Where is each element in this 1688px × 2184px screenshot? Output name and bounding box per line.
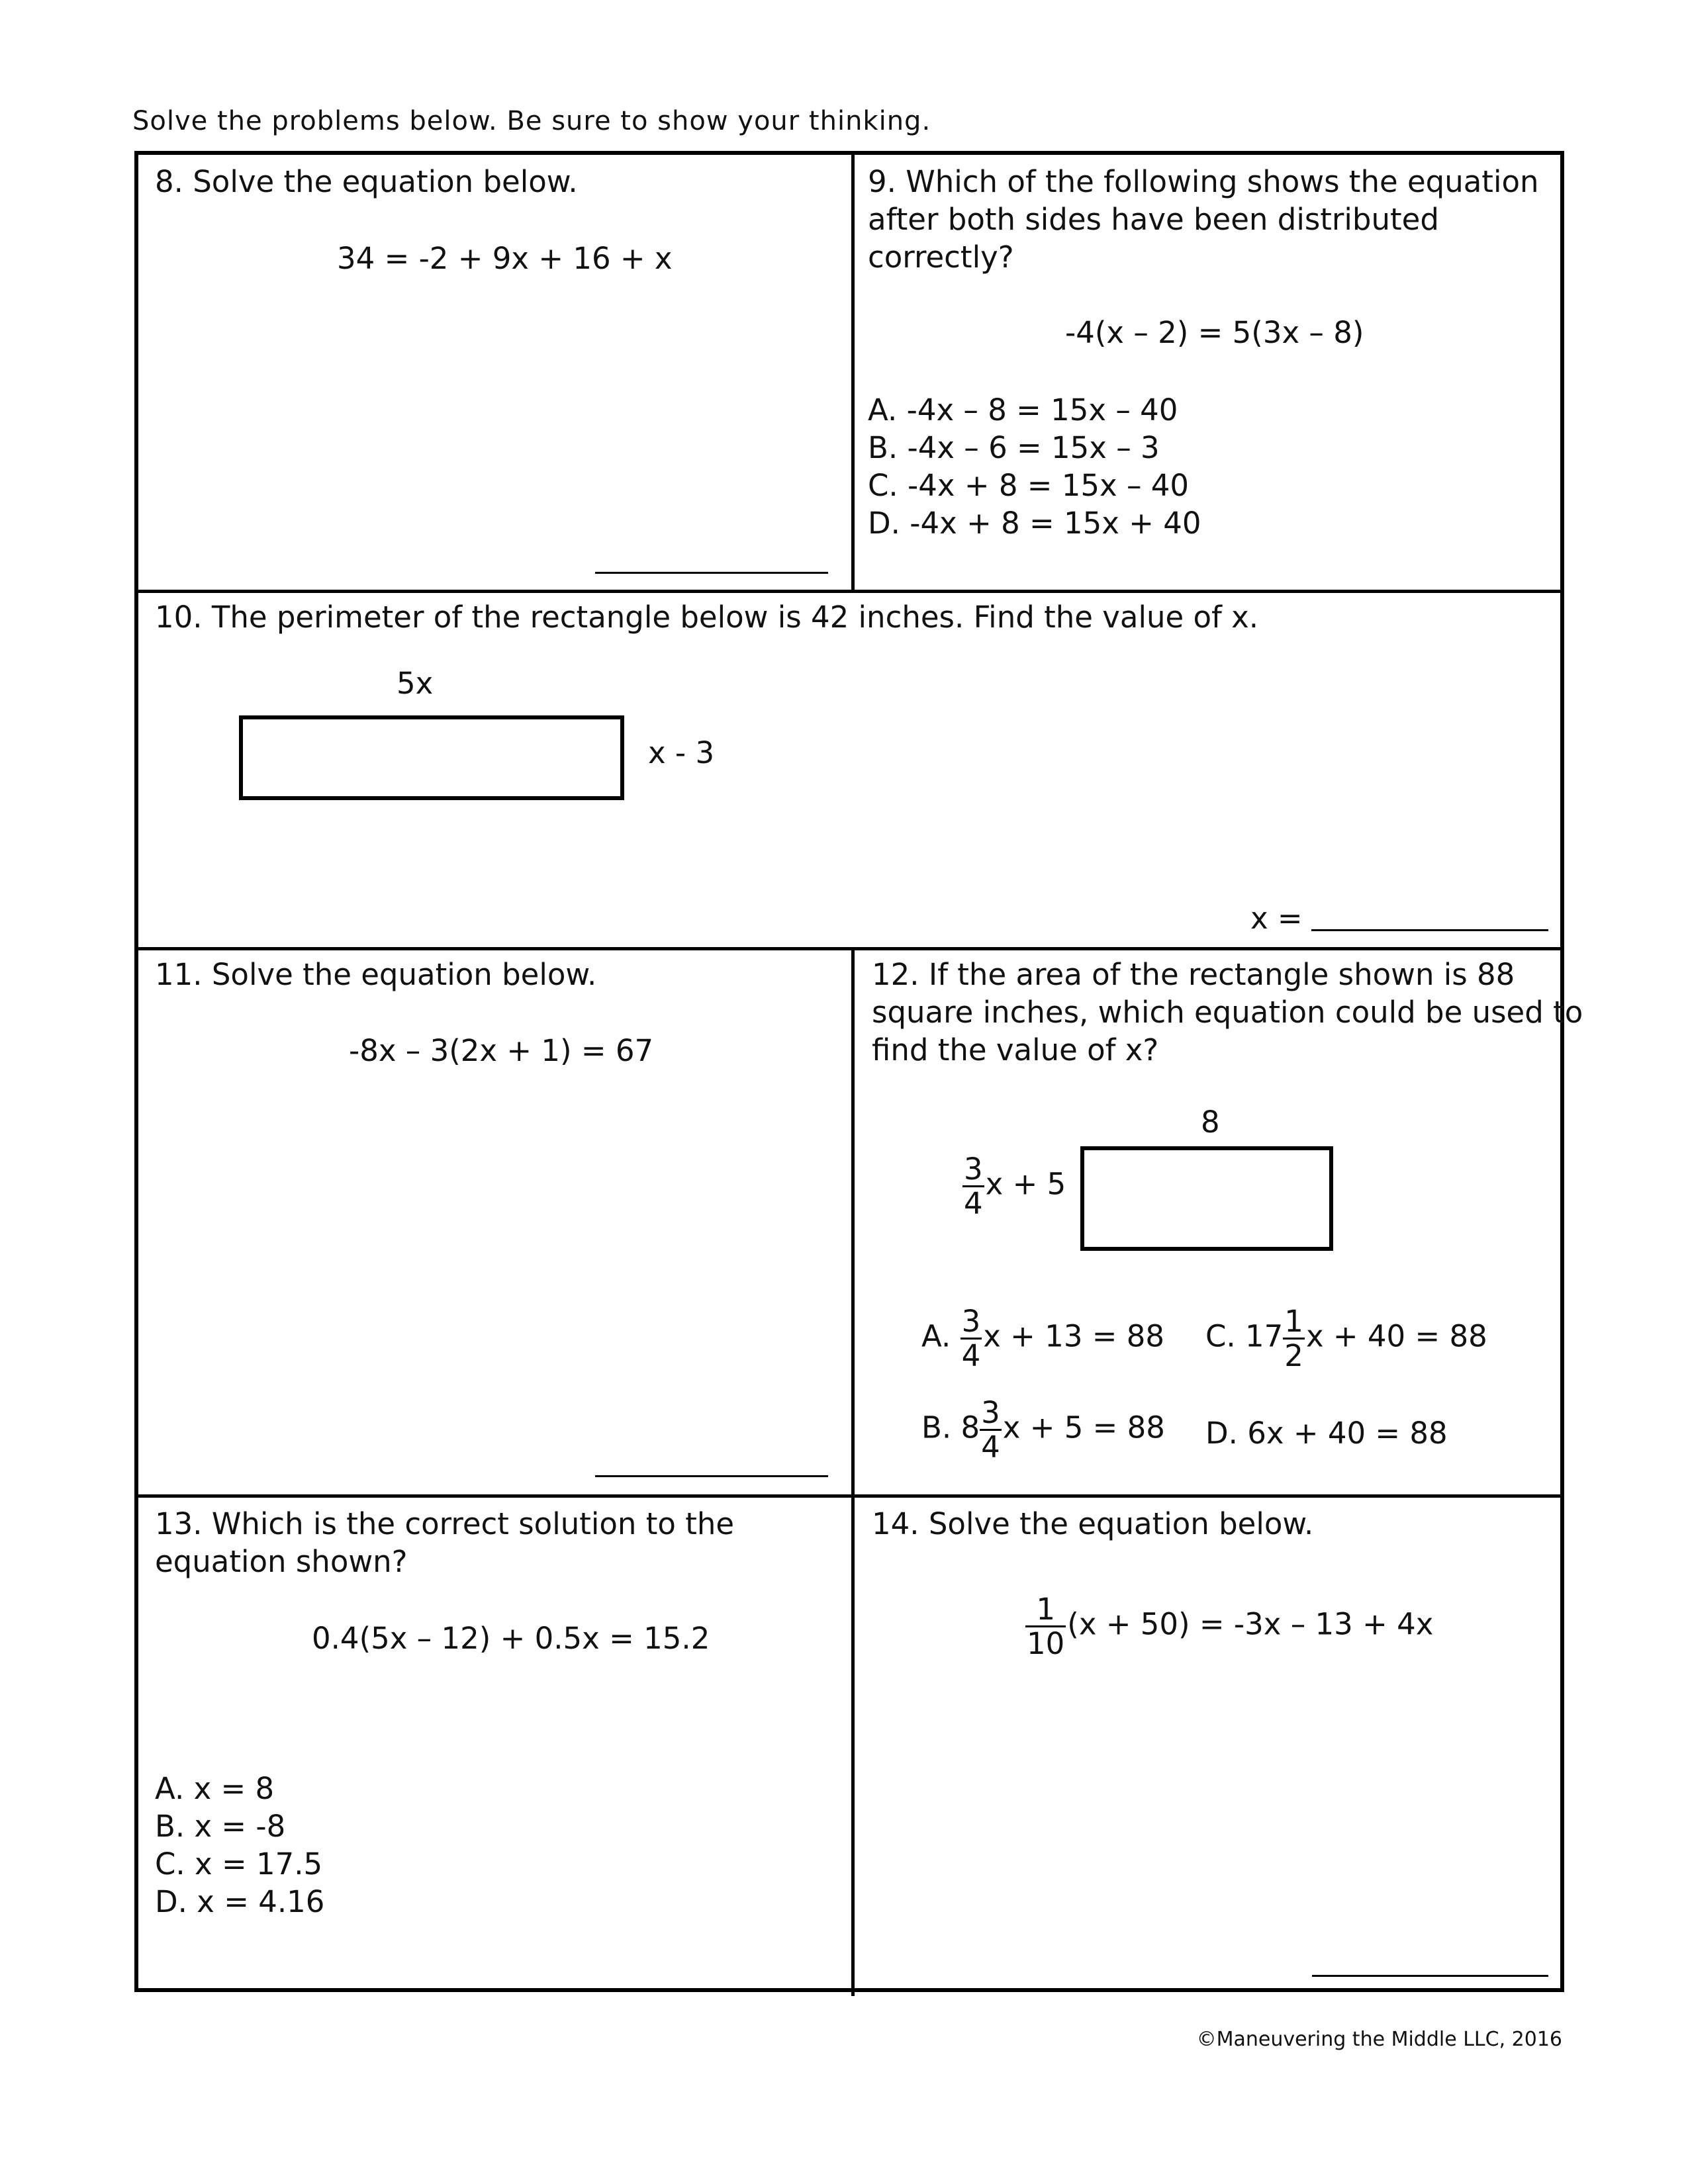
problem-grid xyxy=(134,151,1583,1992)
q13-choice-d[interactable]: D. x = 4.16 xyxy=(155,1884,325,1919)
divider-row1 xyxy=(851,155,855,590)
q14-answer-line[interactable] xyxy=(1312,1975,1548,1977)
divider-row3 xyxy=(851,947,855,1996)
q12-choice-b[interactable]: B. 8 $\frac{3}{4}$ x + 5 = 88 xyxy=(921,1395,1165,1465)
copyright-footer: ©Maneuvering the Middle LLC, 2016 xyxy=(1196,2028,1562,2051)
q9-choice-d[interactable]: D. -4x + 8 = 15x + 40 xyxy=(868,506,1201,541)
q10-answer-line[interactable] xyxy=(1311,929,1548,931)
q13-equation: 0.4(5x – 12) + 0.5x = 15.2 xyxy=(312,1621,710,1656)
q12-prompt-line2: square inches, which equation could be used to xyxy=(872,995,1583,1030)
q9-choice-a[interactable]: A. -4x – 8 = 15x – 40 xyxy=(868,392,1178,428)
q10-answer-label: x = xyxy=(1250,901,1303,936)
q13-prompt-line1: 13. Which is the correct solution to the xyxy=(155,1506,735,1541)
divider-h2 xyxy=(138,947,1560,950)
q12-choice-d[interactable]: D. 6x + 40 = 88 xyxy=(1205,1416,1448,1451)
q12-prompt-line1: 12. If the area of the rectangle shown is 88 xyxy=(872,957,1515,992)
q10-top-label: 5x xyxy=(397,666,434,701)
instructions: Solve the problems below. Be sure to show your thinking. xyxy=(132,106,931,136)
q9-choice-b[interactable]: B. -4x – 6 = 15x – 3 xyxy=(868,430,1160,465)
q12-top-label: 8 xyxy=(1201,1105,1220,1140)
q12-side-label: $\frac{3}{4}$ x + 5 xyxy=(964,1152,1066,1221)
q12-side-fraction: $\frac{3}{4}$ xyxy=(964,1152,983,1221)
q8-answer-line[interactable] xyxy=(595,572,828,574)
q13-prompt-line2: equation shown? xyxy=(155,1544,408,1579)
q12-prompt-line3: find the value of x? xyxy=(872,1032,1159,1068)
q9-prompt-line2: after both sides have been distributed xyxy=(868,202,1439,237)
q14-fraction: $\frac{1}{10}$ xyxy=(1027,1592,1065,1661)
q11-prompt: 11. Solve the equation below. xyxy=(155,957,597,992)
q14-prompt: 14. Solve the equation below. xyxy=(872,1506,1314,1541)
q10-prompt: 10. The perimeter of the rectangle below is 42 inches. Find the value of x. xyxy=(155,600,1259,635)
q10-side-label: x - 3 xyxy=(648,735,715,770)
q14-equation: $\frac{1}{10}$ (x + 50) = -3x – 13 + 4x xyxy=(1027,1592,1434,1661)
divider-h1 xyxy=(138,590,1560,593)
q11-answer-line[interactable] xyxy=(595,1475,828,1477)
q12-choice-c[interactable]: C. 17 $\frac{1}{2}$ x + 40 = 88 xyxy=(1205,1304,1487,1373)
q8-prompt: 8. Solve the equation below. xyxy=(155,164,578,199)
q12-rectangle xyxy=(1080,1146,1333,1251)
q9-prompt-line1: 9. Which of the following shows the equation xyxy=(868,164,1539,199)
q13-choice-a[interactable]: A. x = 8 xyxy=(155,1771,275,1806)
q13-choice-c[interactable]: C. x = 17.5 xyxy=(155,1846,323,1882)
q9-equation: -4(x – 2) = 5(3x – 8) xyxy=(1065,315,1364,350)
q9-prompt-line3: correctly? xyxy=(868,240,1014,275)
q8-equation: 34 = -2 + 9x + 16 + x xyxy=(337,241,673,276)
divider-h3 xyxy=(138,1494,1560,1498)
q9-choice-c[interactable]: C. -4x + 8 = 15x – 40 xyxy=(868,468,1190,503)
q12-choice-a[interactable]: A. $\frac{3}{4}$ x + 13 = 88 xyxy=(921,1304,1165,1373)
q11-equation: -8x – 3(2x + 1) = 67 xyxy=(349,1033,654,1068)
q13-choice-b[interactable]: B. x = -8 xyxy=(155,1809,286,1844)
q10-rectangle xyxy=(239,715,624,800)
